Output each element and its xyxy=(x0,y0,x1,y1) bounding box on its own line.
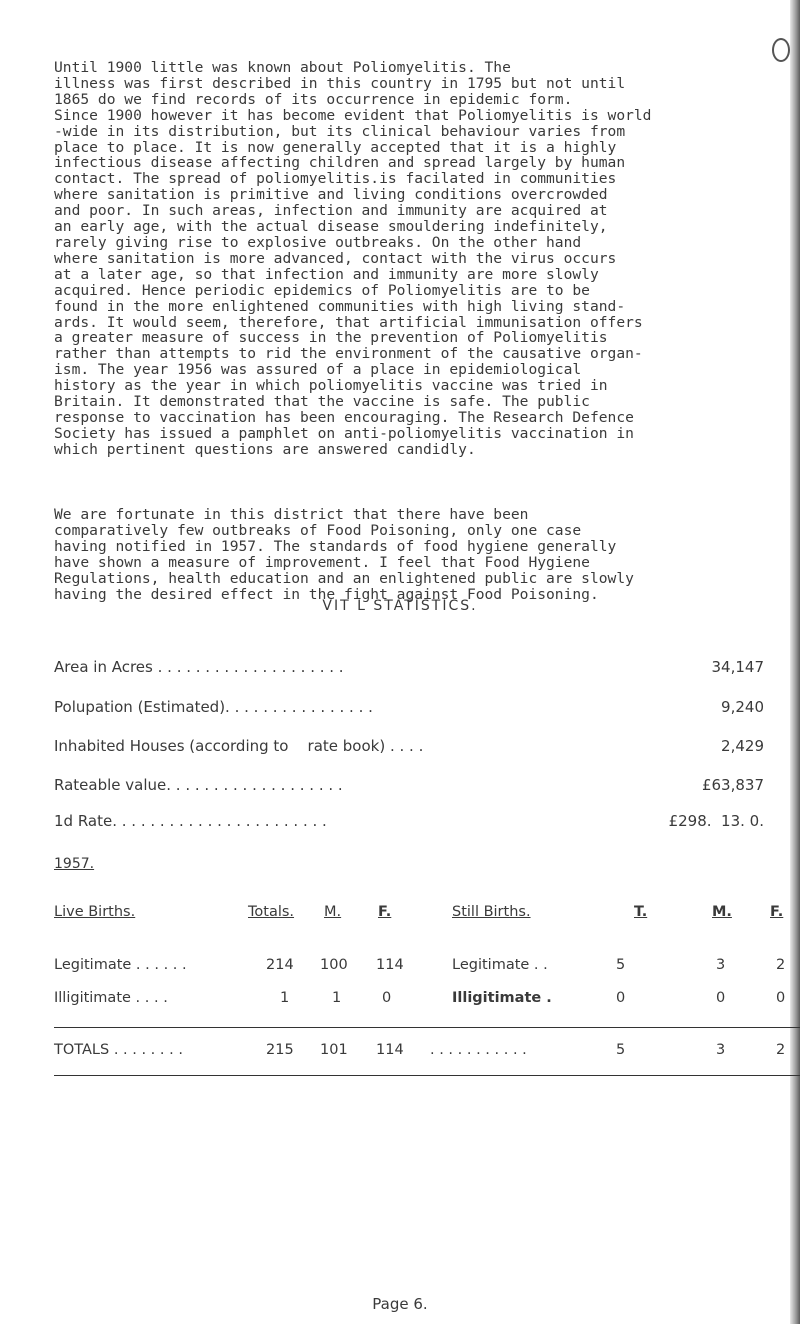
table-divider-bottom xyxy=(54,1075,800,1076)
stat-value: 9,240 xyxy=(721,698,764,716)
row-female: 114 xyxy=(376,957,404,973)
food-poisoning-paragraph: We are fortunate in this district that there have been comparatively few outbreaks of Food Poisoning, only one case having notified in 1957. The standards of food hygiene generally have shown a measure of improvement. I feel that Food Hygiene Regulations, health education and an enlightened public are slowly having the desired effect in the fight against Food Poisoning. xyxy=(54,506,634,603)
births-table-header xyxy=(54,904,800,926)
stat-value: £298. 13. 0. xyxy=(668,812,764,830)
still-row-label: Illigitimate . xyxy=(452,990,552,1006)
page-number: Page 6. xyxy=(372,1295,428,1313)
totals-total: 215 xyxy=(266,1042,294,1058)
still-row-male: 0 xyxy=(716,990,726,1006)
stat-row-1d-rate xyxy=(54,812,764,834)
stat-row-area xyxy=(54,658,764,680)
totals-label: TOTALS . . . . . . . . xyxy=(54,1042,183,1058)
row-total: 1 xyxy=(280,990,290,1006)
totals-leader-dots: . . . . . . . . . . . xyxy=(430,1042,527,1058)
row-label: Illigitimate . . . . xyxy=(54,990,168,1006)
still-births-header: Still Births. xyxy=(452,904,531,920)
totals-male: 101 xyxy=(320,1042,348,1058)
stat-label: Inhabited Houses (according to rate book) . . . . xyxy=(54,737,424,755)
row-total: 214 xyxy=(266,957,294,973)
stat-value: 2,429 xyxy=(721,737,764,755)
still-row-total: 0 xyxy=(616,990,626,1006)
stat-row-rateable-value xyxy=(54,776,764,798)
totals-female: 114 xyxy=(376,1042,404,1058)
stat-value: £63,837 xyxy=(701,776,764,794)
page-edge-shadow xyxy=(790,0,800,1324)
female-header: F. xyxy=(378,904,392,920)
row-label: Legitimate . . . . . . xyxy=(54,957,187,973)
punch-hole-mark xyxy=(772,38,790,62)
live-births-header: Live Births. xyxy=(54,904,136,920)
totals-row xyxy=(54,1042,800,1064)
still-row-female: 2 xyxy=(776,957,786,973)
stat-row-houses xyxy=(54,737,764,759)
still-total-header: T. xyxy=(634,904,648,920)
stat-value: 34,147 xyxy=(711,658,764,676)
table-divider-top xyxy=(54,1027,800,1028)
stat-row-population xyxy=(54,698,764,720)
stat-label: Rateable value. . . . . . . . . . . . . . . . . . . xyxy=(54,776,343,794)
still-male-header: M. xyxy=(712,904,732,920)
year-heading: 1957. xyxy=(54,856,95,872)
table-row xyxy=(54,990,800,1012)
stat-label: 1d Rate. . . . . . . . . . . . . . . . . . . . . . . xyxy=(54,812,327,830)
totals-still-female: 2 xyxy=(776,1042,786,1058)
still-row-label: Legitimate . . xyxy=(452,957,548,973)
totals-still-total: 5 xyxy=(616,1042,626,1058)
row-male: 100 xyxy=(320,957,348,973)
totals-header: Totals. xyxy=(248,904,295,920)
poliomyelitis-paragraph: Until 1900 little was known about Poliomyelitis. The illness was first described in this country in 1795 but not until 1865 do we find records of its occurrence in epidemic form. Since 1900 however it has become evident that Poliomyelitis is world -wide in its distribution, but its clinical behaviour varies from place to place. It is now generally accepted that it is a highly infectious disease affecting children and spread largely by human contact. The spread of poliomyelitis.is facilated in communities where sanitation is primitive and living conditions overcrowded and poor. In such areas, infection and immunity are acquired at an early age, with the actual disease smouldering indefinitely, rarely giving rise to explosive outbreaks. On the other hand where sanitation is more advanced, contact with the virus occurs at a later age, so that infection and immunity are more slowly acquired. Hence periodic epidemics of Poliomyelitis are to be found in the more enlightened communities with high living stand- ards. It would seem, therefore, that artificial immunisation offers a greater measure of success in the prevention of Poliomyelitis rather than attempts to rid the environment of the causative organ- ism. The year 1956 was assured of a place in epidemiological history as the year in which poliomyelitis vaccine was tried in Britain. It demonstrated that the vaccine is safe. The public response to vaccination has been encouraging. The Research Defence Society has issued a pamphlet on anti-poliomyelitis vaccination in which pertinent questions are answered candidly. xyxy=(54,59,652,458)
still-row-total: 5 xyxy=(616,957,626,973)
vital-statistics-heading: VIT L STATISTICS. xyxy=(322,598,478,614)
table-row xyxy=(54,957,800,979)
still-row-male: 3 xyxy=(716,957,726,973)
stat-label: Area in Acres . . . . . . . . . . . . . . . . . . . . xyxy=(54,658,344,676)
row-female: 0 xyxy=(382,990,392,1006)
male-header: M. xyxy=(324,904,342,920)
still-female-header: F. xyxy=(770,904,784,920)
stat-label: Polupation (Estimated). . . . . . . . . . . . . . . . xyxy=(54,698,373,716)
totals-still-male: 3 xyxy=(716,1042,726,1058)
row-male: 1 xyxy=(332,990,342,1006)
still-row-female: 0 xyxy=(776,990,786,1006)
